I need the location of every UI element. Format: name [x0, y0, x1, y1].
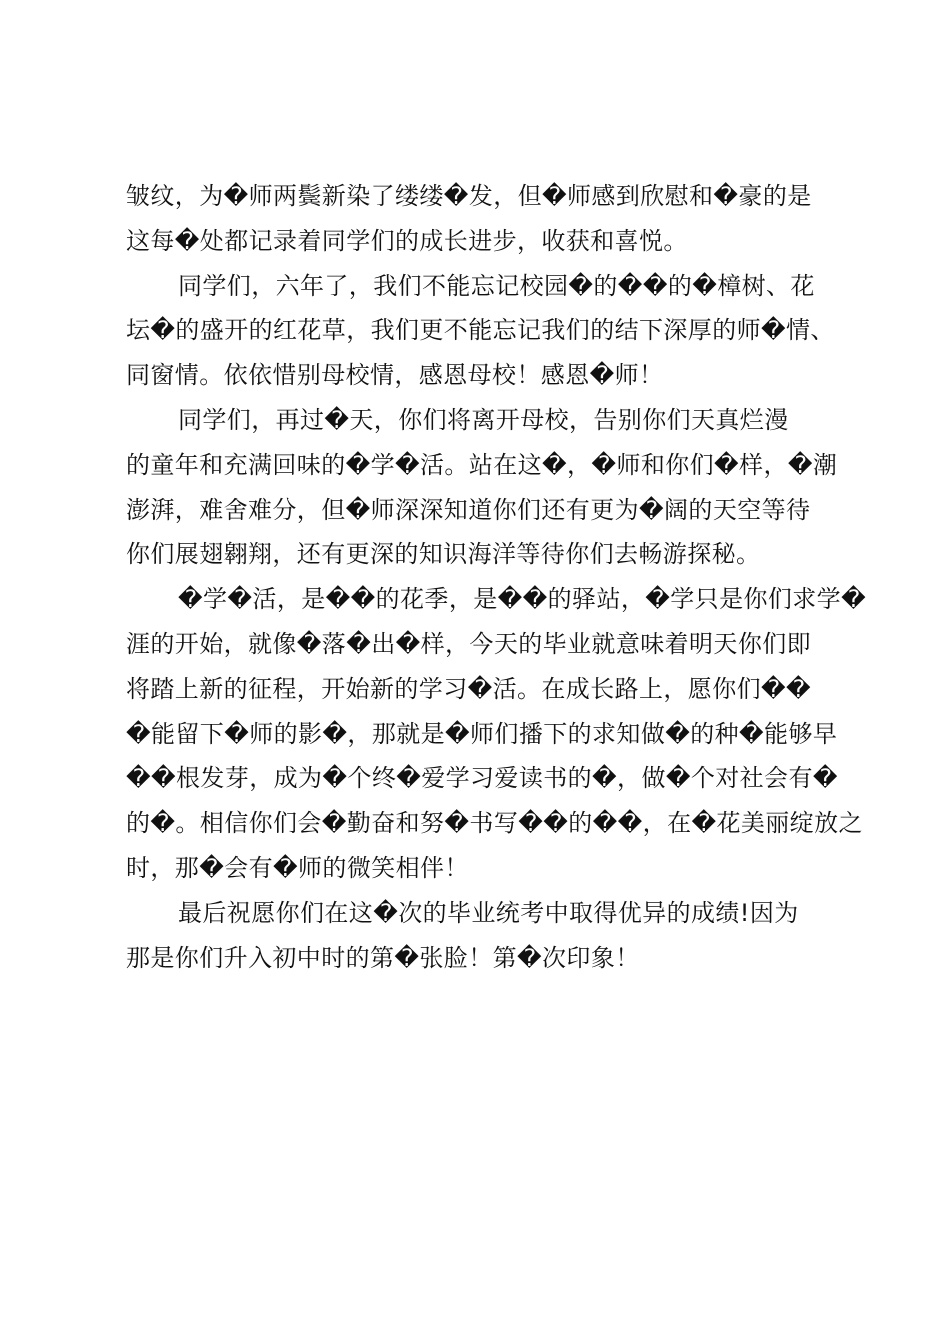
text-line: 澎湃，难舍难分，但�师深深知道你们还有更为�阔的天空等待 — [126, 495, 811, 524]
document-body — [126, 174, 867, 980]
text-line: 将踏上新的征程，开始新的学习�活。在成长路上，愿你们�� — [126, 674, 812, 703]
paragraph-start-line: �学�活，是��的花季，是��的驿站，�学只是你们求学� — [178, 585, 867, 614]
text-line: 坛�的盛开的红花草，我们更不能忘记我们的结下深厚的师�情、 — [126, 316, 835, 345]
text-line: 的�。相信你们会�勤奋和努�书写��的��，在�花美丽绽放之 — [126, 809, 863, 838]
paragraph-start-line: 同学们，再过�天，你们将离开母校，告别你们天真烂漫 — [178, 405, 789, 434]
text-line: 时，那�会有�师的微笑相伴！ — [126, 853, 469, 882]
text-line: 同窗情。依依惜别母校情，感恩母校！感恩�师！ — [126, 361, 664, 390]
paragraph-start-line: 最后祝愿你们在这�次的毕业统考中取得优异的成绩!因为 — [178, 898, 799, 927]
text-line: 皱纹，为�师两鬓新染了缕缕�发，但�师感到欣慰和�豪的是 — [126, 182, 812, 210]
text-line: 这每�处都记录着同学们的成长进步，收获和喜悦。 — [126, 226, 688, 255]
text-line: 你们展翅翱翔，还有更深的知识海洋等待你们去畅游探秘。 — [126, 540, 761, 569]
text-line: 的童年和充满回味的�学�活。站在这�，�师和你们�样，�潮 — [126, 450, 838, 479]
text-line: ��根发芽，成为�个终�爱学习爱读书的�，做�个对社会有� — [126, 764, 838, 793]
text-line: �能留下�师的影�，那就是�师们播下的求知做�的种�能够早 — [126, 719, 838, 748]
text-line: 涯的开始，就像�落�出�样，今天的毕业就意味着明天你们即 — [126, 629, 812, 658]
text-line: 那是你们升入初中时的第�张脸！第�次印象！ — [126, 943, 640, 972]
paragraph-start-line: 同学们，六年了，我们不能忘记校园�的��的�樟树、花 — [178, 271, 815, 300]
